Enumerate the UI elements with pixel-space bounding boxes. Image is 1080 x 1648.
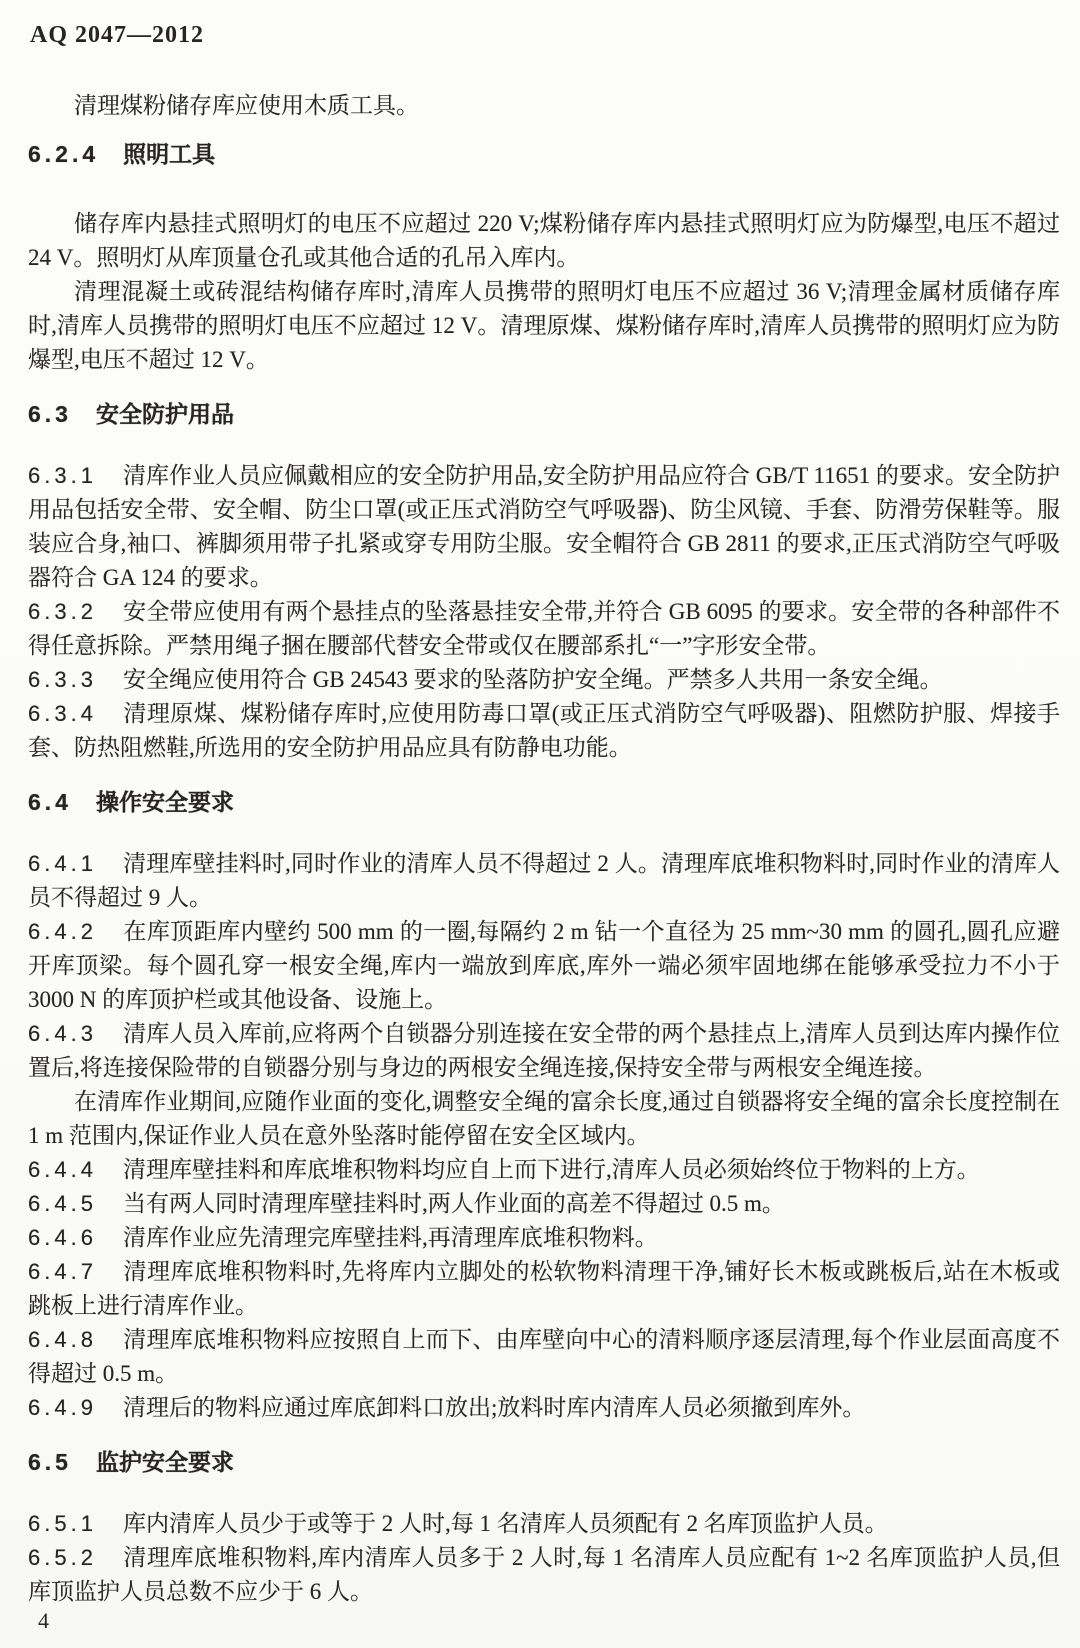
clause-paragraph [28, 697, 1060, 765]
clause-paragraph [28, 459, 1060, 595]
heading-title: 监护安全要求 [95, 1449, 234, 1475]
clause-paragraph [28, 1391, 1060, 1425]
clause-paragraph [28, 663, 1060, 697]
clause-number: 6.4.6 [28, 1225, 97, 1250]
clause-number: 6.3.2 [28, 599, 97, 624]
clause-number: 6.4.1 [28, 851, 97, 876]
clause-text: 清理库底堆积物料应按照自上而下、由库壁向中心的清料顺序逐层清理,每个作业层面高度不得超过 0.5 m。 [28, 1327, 1060, 1386]
body-paragraph: 清理混凝土或砖混结构储存库时,清库人员携带的照明灯电压不应超过 36 V;清理金属材质储存库时,清库人员携带的照明灯电压不应超过 12 V。清理原煤、煤粉储存库时,清库人员携带的照明灯应为防爆型,电压不超过 12 V。 [28, 279, 1060, 372]
clause-text: 清理后的物料应通过库底卸料口放出;放料时库内清库人员必须撤到库外。 [122, 1395, 866, 1420]
clause-number: 6.4.8 [28, 1327, 97, 1352]
section-heading [28, 399, 1060, 429]
clause-paragraph [28, 1255, 1060, 1323]
clause-text: 清理库壁挂料和库底堆积物料均应自上而下进行,清库人员必须始终位于物料的上方。 [122, 1157, 980, 1182]
clause-text: 在库顶距库内壁约 500 mm 的一圈,每隔约 2 m 钻一个直径为 25 mm~30 mm 的圆孔,圆孔应避开库顶梁。每个圆孔穿一根安全绳,库内一端放到库底,库外一端必须牢固地绑在能够承受拉力不小于 3000 N 的库顶护栏或其他设备、设施上。 [28, 919, 1060, 1012]
clause-text: 清理原煤、煤粉储存库时,应使用防毒口罩(或正压式消防空气呼吸器)、阻燃防护服、焊接手套、防热阻燃鞋,所选用的安全防护用品应具有防静电功能。 [28, 701, 1060, 760]
clause-paragraph [28, 1017, 1060, 1085]
heading-title: 操作安全要求 [95, 789, 234, 815]
clause-paragraph [28, 595, 1060, 663]
clause-number: 6.3.1 [28, 463, 97, 488]
heading-title: 照明工具 [123, 141, 216, 167]
clause-text: 清理库壁挂料时,同时作业的清库人员不得超过 2 人。清理库底堆积物料时,同时作业的清库人员不得超过 9 人。 [28, 851, 1060, 910]
clause-number: 6.4.5 [28, 1191, 97, 1216]
clause-text: 清理库底堆积物料时,先将库内立脚处的松软物料清理干净,铺好长木板或跳板后,站在木板或跳板上进行清库作业。 [28, 1259, 1060, 1318]
section-heading [28, 787, 1060, 817]
section-heading [28, 139, 1060, 169]
heading-number: 6.3 [28, 401, 72, 427]
clause-text: 库内清库人员少于或等于 2 人时,每 1 名清库人员须配有 2 名库顶监护人员。 [122, 1511, 888, 1536]
body-paragraph: 清理煤粉储存库应使用木质工具。 [74, 93, 419, 118]
clause-paragraph [28, 1323, 1060, 1391]
heading-number: 6.4 [28, 789, 72, 815]
clause-number: 6.5.1 [28, 1511, 97, 1536]
clause-paragraph [28, 1221, 1060, 1255]
body-paragraph: 储存库内悬挂式照明灯的电压不应超过 220 V;煤粉储存库内悬挂式照明灯应为防爆型,电压不超过 24 V。照明灯从库顶量仓孔或其他合适的孔吊入库内。 [28, 211, 1060, 270]
clause-text: 清库作业应先清理完库壁挂料,再清理库底堆积物料。 [122, 1225, 658, 1250]
standard-number-header: AQ 2047—2012 [30, 22, 204, 48]
clause-text: 清库人员入库前,应将两个自锁器分别连接在安全带的两个悬挂点上,清库人员到达库内操作位置后,将连接保险带的自锁器分别与身边的两根安全绳连接,保持安全带与两根安全绳连接。 [28, 1021, 1060, 1080]
heading-title: 安全防护用品 [95, 401, 234, 427]
clause-text: 清库作业人员应佩戴相应的安全防护用品,安全防护用品应符合 GB/T 11651 的要求。安全防护用品包括安全带、安全帽、防尘口罩(或正压式消防空气呼吸器)、防尘风镜、手套、防滑劳保鞋等。服装应合身,袖口、裤脚须用带子扎紧或穿专用防尘服。安全帽符合 GB 2811 的要求,正压式消防空气呼吸器符合 GA 124 的要求。 [28, 463, 1060, 590]
clause-text: 安全绳应使用符合 GB 24543 要求的坠落防护安全绳。严禁多人共用一条安全绳。 [122, 667, 943, 692]
body-paragraph: 在清库作业期间,应随作业面的变化,调整安全绳的富余长度,通过自锁器将安全绳的富余长度控制在 1 m 范围内,保证作业人员在意外坠落时能停留在安全区域内。 [28, 1089, 1060, 1148]
clause-number: 6.5.2 [28, 1545, 97, 1570]
clause-number: 6.4.9 [28, 1395, 97, 1420]
clause-number: 6.4.3 [28, 1021, 97, 1046]
clause-text: 安全带应使用有两个悬挂点的坠落悬挂安全带,并符合 GB 6095 的要求。安全带的各种部件不得任意拆除。严禁用绳子捆在腰部代替安全带或仅在腰部系扎“一”字形安全带。 [28, 599, 1060, 658]
clause-text: 当有两人同时清理库壁挂料时,两人作业面的高差不得超过 0.5 m。 [122, 1191, 785, 1216]
section-heading [28, 1447, 1060, 1477]
clause-text: 清理库底堆积物料,库内清库人员多于 2 人时,每 1 名清库人员应配有 1~2 名库顶监护人员,但库顶监护人员总数不应少于 6 人。 [28, 1545, 1060, 1604]
clause-number: 6.3.3 [28, 667, 97, 692]
clause-number: 6.4.4 [28, 1157, 97, 1182]
clause-paragraph [28, 847, 1060, 915]
clause-number: 6.4.2 [28, 919, 97, 944]
clause-paragraph [28, 1153, 1060, 1187]
clause-number: 6.4.7 [28, 1259, 97, 1284]
clause-paragraph [28, 1507, 1060, 1541]
page-number: 4 [38, 1608, 49, 1633]
clause-paragraph [28, 1187, 1060, 1221]
document-body [28, 89, 1060, 1609]
clause-paragraph [28, 1541, 1060, 1609]
heading-number: 6.2.4 [28, 141, 100, 167]
heading-number: 6.5 [28, 1449, 72, 1475]
clause-paragraph [28, 915, 1060, 1017]
clause-number: 6.3.4 [28, 701, 97, 726]
